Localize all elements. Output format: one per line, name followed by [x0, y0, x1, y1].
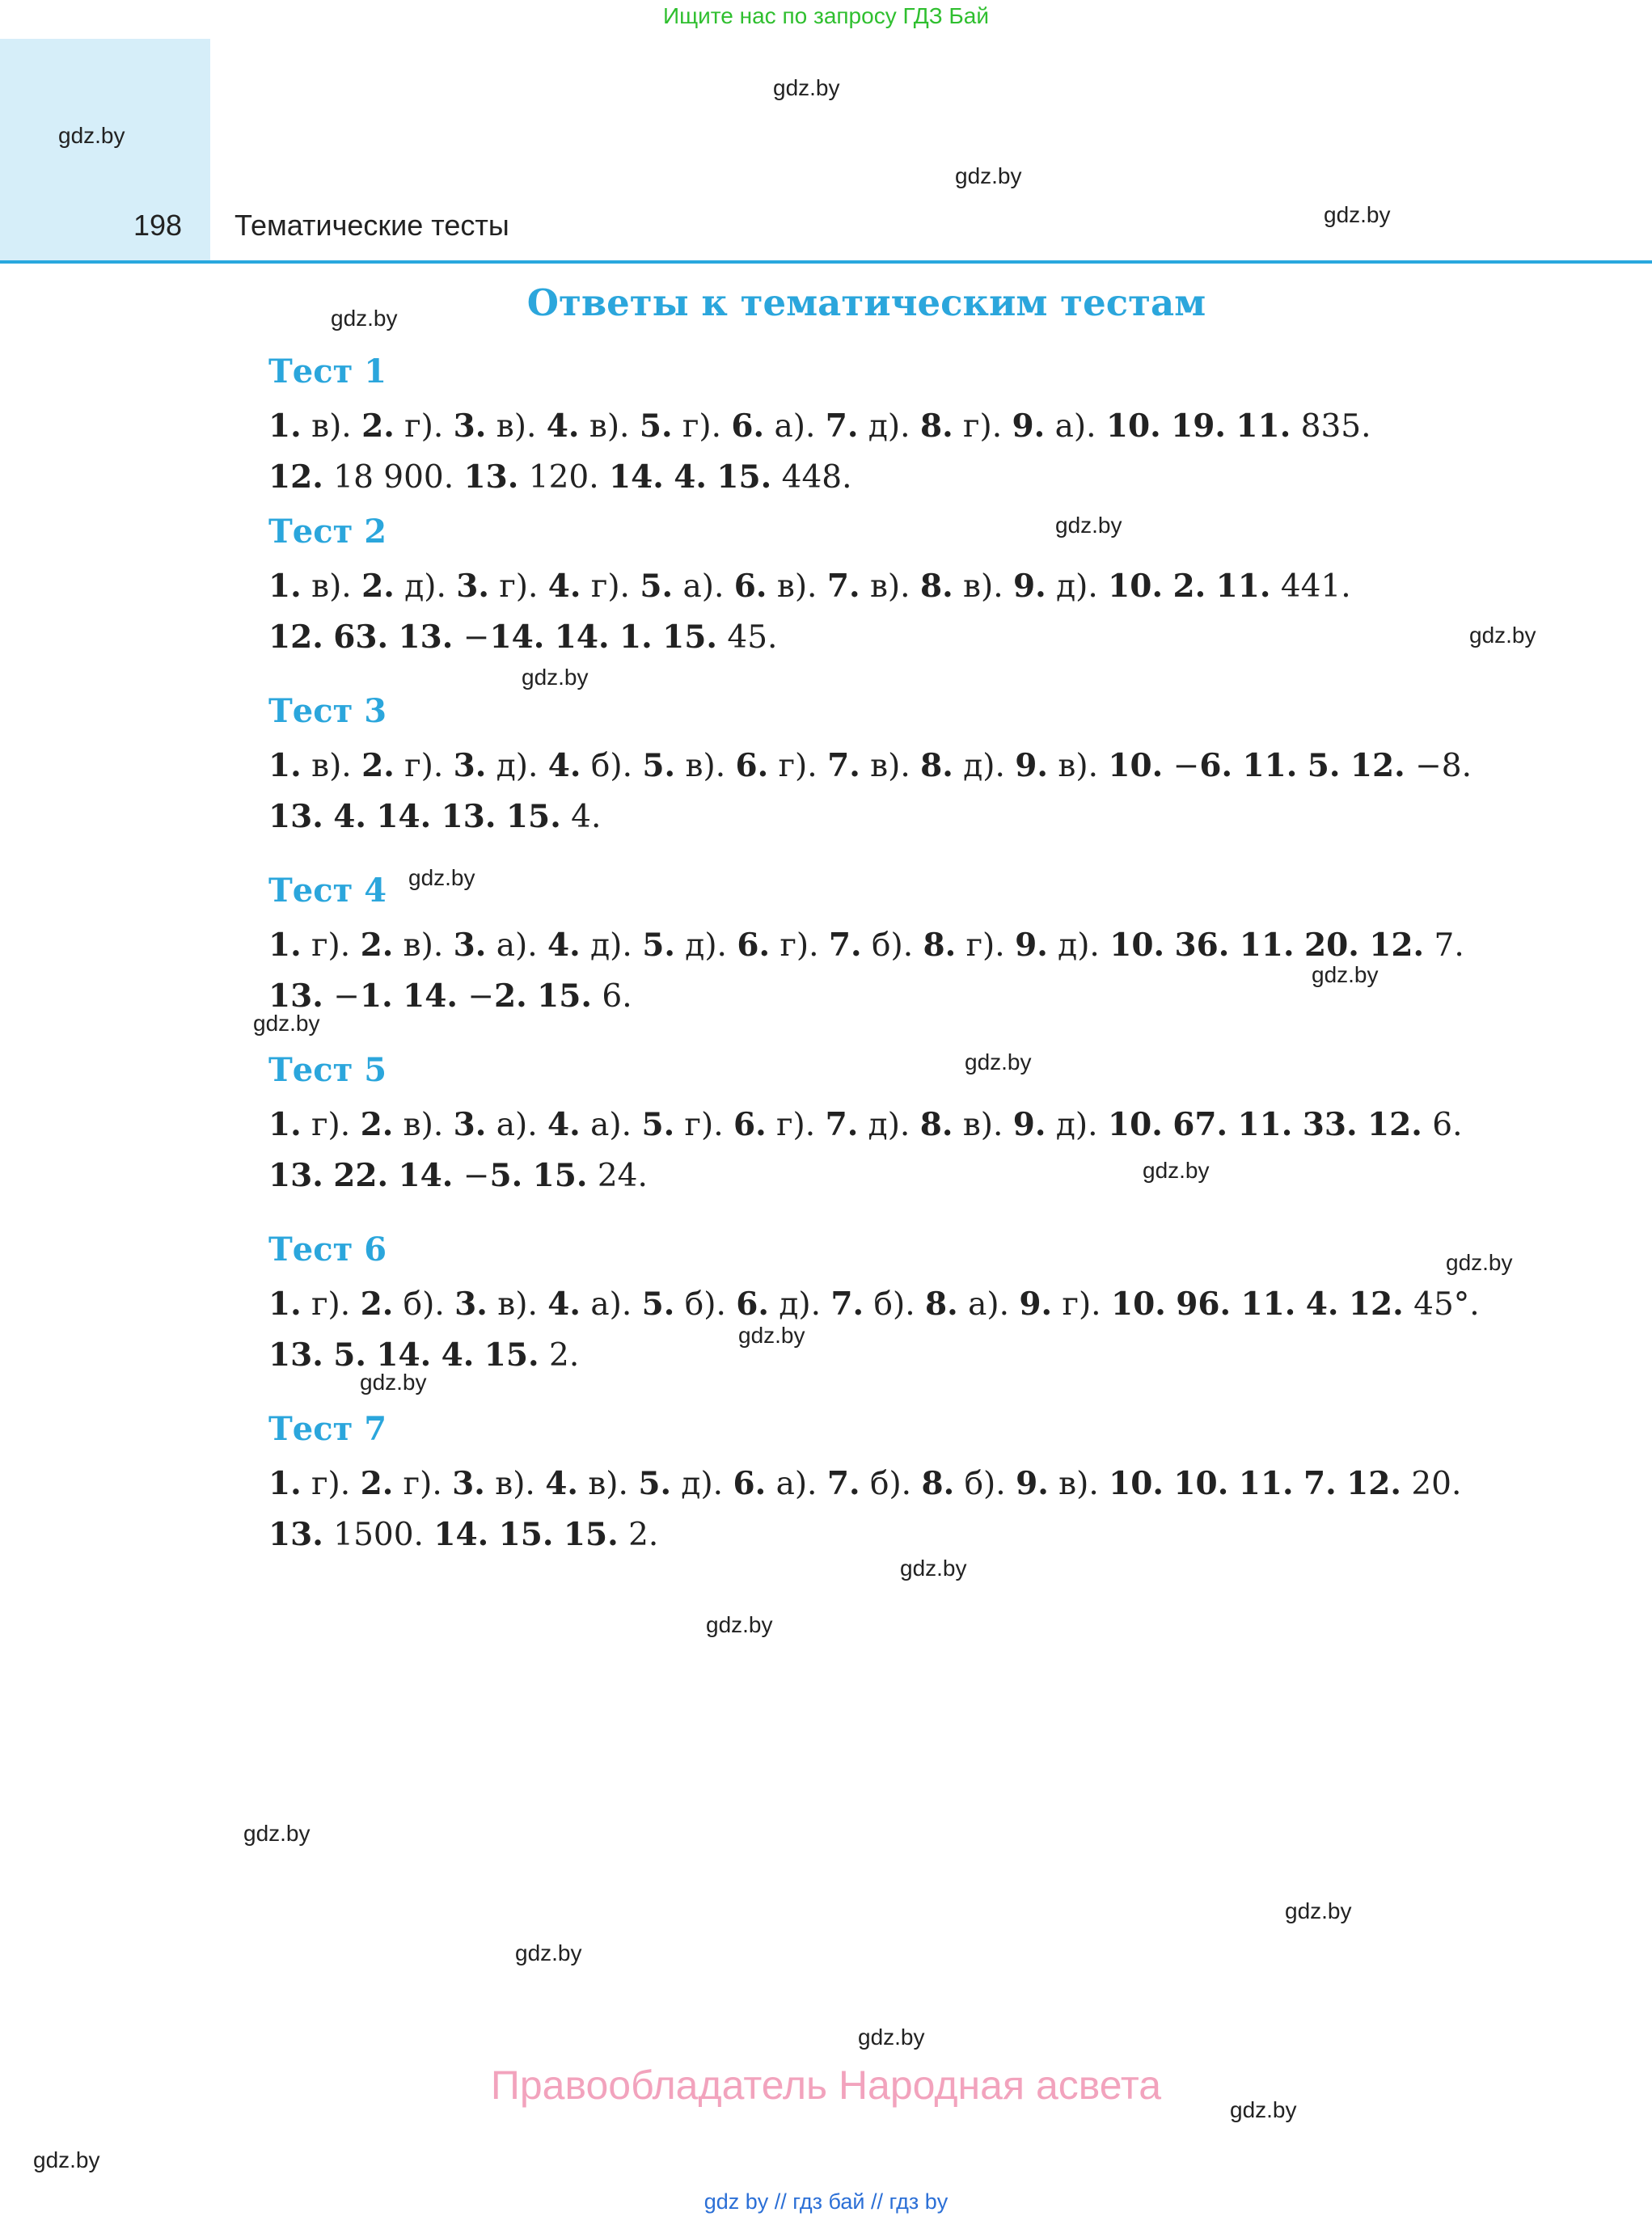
item-number: 5.	[333, 1336, 366, 1374]
item-number: 63.	[333, 619, 389, 656]
item-number: 4.	[1305, 1286, 1339, 1323]
answer-line: 12. 63. 13. −14. 14. 1. 15. 45.	[268, 619, 778, 656]
item-number: 14.	[433, 1516, 489, 1553]
item-number: 13.	[268, 977, 323, 1015]
test-answers	[268, 1100, 1546, 1201]
item-number: 15.	[484, 1336, 539, 1374]
watermark: gdz.by	[33, 2147, 100, 2172]
item-number: 4.	[546, 407, 580, 445]
copyright-notice: Правообладатель Народная асвета	[490, 2062, 1162, 2108]
item-number: 1.	[619, 619, 653, 656]
item-number: 11.	[1237, 1106, 1293, 1143]
test-title: Тест 3	[268, 692, 387, 730]
item-number: 3.	[453, 1106, 487, 1143]
item-number: 6.	[1199, 747, 1233, 784]
answer-line: 1. г). 2. б). 3. в). 4. а). 5. б). 6. д). 7. б). 8. а). 9. г). 10. 96. 11. 4. 12. 45°.	[268, 1286, 1480, 1323]
item-number: 13.	[268, 798, 323, 835]
page-number: 198	[133, 209, 183, 242]
item-number: 12.	[268, 619, 323, 656]
watermark: gdz.by	[955, 163, 1022, 188]
item-number: 4.	[333, 798, 366, 835]
item-number: 1.	[268, 927, 302, 964]
answer-line: 13. 1500. 14. 15. 15. 2.	[268, 1516, 659, 1553]
item-number: 1.	[268, 1286, 302, 1323]
watermark: gdz.by	[773, 75, 840, 100]
test-title: Тест 1	[268, 353, 387, 391]
item-number: 9.	[1013, 568, 1046, 605]
item-number: 4.	[547, 927, 581, 964]
item-number: 3.	[454, 1286, 488, 1323]
item-number: 7.	[830, 1286, 864, 1323]
test-block-5	[268, 1048, 1546, 1201]
item-number: 5.	[642, 747, 676, 784]
item-number: 13.	[463, 458, 519, 496]
watermark: gdz.by	[522, 665, 589, 690]
item-number: 11.	[1215, 568, 1271, 605]
item-number: 8.	[923, 927, 957, 964]
item-number: 11.	[1236, 407, 1291, 445]
item-number: 14.	[398, 1157, 454, 1194]
item-number: 11.	[1242, 747, 1298, 784]
item-number: 3.	[452, 1465, 485, 1502]
item-number: 8.	[919, 1106, 953, 1143]
item-number: 5.	[640, 568, 674, 605]
test-title: Тест 6	[268, 1231, 387, 1269]
item-number: 3.	[456, 568, 489, 605]
item-number: 9.	[1012, 407, 1046, 445]
item-number: 6.	[733, 1106, 767, 1143]
answer-line: 1. г). 2. г). 3. в). 4. в). 5. д). 6. а). 7. б). 8. б). 9. в). 10. 10. 11. 7. 12. 20.	[268, 1465, 1462, 1502]
answer-line: 13. 5. 14. 4. 15. 2.	[268, 1336, 580, 1374]
answer-line: 1. в). 2. г). 3. в). 4. в). 5. г). 6. а). 7. д). 8. г). 9. а). 10. 19. 11. 835.	[268, 407, 1371, 445]
item-number: 15.	[563, 1516, 619, 1553]
item-number: 13.	[441, 798, 496, 835]
watermark: gdz.by	[738, 1323, 805, 1348]
item-number: 6.	[736, 1286, 769, 1323]
item-number: 15.	[716, 458, 772, 496]
item-number: 19.	[1171, 407, 1227, 445]
item-number: 3.	[453, 407, 487, 445]
watermark: gdz.by	[1230, 2097, 1297, 2122]
watermark: gdz.by	[1312, 962, 1379, 987]
test-block-7	[268, 1407, 1546, 1560]
item-number: 1.	[359, 977, 393, 1015]
item-number: 12.	[268, 458, 323, 496]
item-number: 5.	[638, 1465, 672, 1502]
item-number: 7.	[826, 568, 860, 605]
item-number: 13.	[268, 1516, 323, 1553]
watermark: gdz.by	[1055, 513, 1122, 538]
watermark: gdz.by	[900, 1556, 967, 1581]
test-answers	[268, 401, 1546, 503]
item-number: 10.	[1173, 1465, 1229, 1502]
item-number: 5.	[641, 1106, 675, 1143]
item-number: 20.	[1304, 927, 1359, 964]
item-number: 8.	[919, 407, 953, 445]
item-number: 7.	[827, 747, 860, 784]
item-number: 12.	[1350, 747, 1405, 784]
item-number: 14.	[376, 798, 432, 835]
item-number: 1.	[268, 568, 302, 605]
item-number: 1.	[268, 1106, 302, 1143]
item-number: 14.	[403, 977, 458, 1015]
test-block-1	[268, 349, 1546, 503]
test-block-2	[268, 509, 1546, 663]
item-number: 7.	[1303, 1465, 1337, 1502]
item-number: 7.	[825, 1106, 859, 1143]
item-number: 4.	[441, 1336, 475, 1374]
item-number: 9.	[1016, 1465, 1049, 1502]
header-rule	[0, 260, 1652, 264]
item-number: 14.	[609, 458, 664, 496]
item-number: 7.	[828, 927, 862, 964]
item-number: 13.	[398, 619, 454, 656]
item-number: 22.	[333, 1157, 389, 1194]
item-number: 10.	[1105, 407, 1161, 445]
item-number: 11.	[1238, 1465, 1294, 1502]
item-number: 6.	[737, 927, 771, 964]
test-title: Тест 4	[268, 872, 387, 910]
test-title: Тест 2	[268, 513, 387, 551]
answer-line: 1. в). 2. г). 3. д). 4. б). 5. в). 6. г). 7. в). 8. д). 9. в). 10. −6. 11. 5. 12. −8.	[268, 747, 1472, 784]
item-number: 36.	[1174, 927, 1230, 964]
item-number: 2.	[361, 407, 395, 445]
item-number: 4.	[547, 1286, 581, 1323]
item-number: 10.	[1108, 568, 1164, 605]
watermark: gdz.by	[515, 1940, 582, 1965]
item-number: 8.	[925, 1286, 958, 1323]
item-number: 15.	[505, 798, 561, 835]
item-number: 7.	[826, 1465, 860, 1502]
item-number: 10.	[1109, 927, 1165, 964]
item-number: 15.	[532, 1157, 588, 1194]
answer-line: 1. в). 2. д). 3. г). 4. г). 5. а). 6. в). 7. в). 8. в). 9. д). 10. 2. 11. 441.	[268, 568, 1351, 605]
item-number: 8.	[919, 568, 953, 605]
test-block-6	[268, 1227, 1546, 1381]
watermark: gdz.by	[408, 865, 475, 890]
item-number: 10.	[1107, 1106, 1163, 1143]
item-number: 14.	[489, 619, 545, 656]
watermark: gdz.by	[360, 1370, 427, 1395]
item-number: 2.	[361, 747, 395, 784]
test-answers	[268, 1279, 1546, 1381]
top-search-banner[interactable]: Ищите нас по запросу ГДЗ Бай	[662, 3, 990, 28]
answer-line: 13. 4. 14. 13. 15. 4.	[268, 798, 602, 835]
test-title: Тест 7	[268, 1410, 387, 1448]
watermark: gdz.by	[331, 306, 398, 331]
test-block-4	[268, 868, 1546, 1022]
answers-heading: Ответы к тематическим тестам	[526, 281, 1206, 324]
answer-line: 1. г). 2. в). 3. а). 4. а). 5. г). 6. г). 7. д). 8. в). 9. д). 10. 67. 11. 33. 12. 6.	[268, 1106, 1463, 1143]
item-number: 1.	[268, 1465, 302, 1502]
item-number: 9.	[1012, 1106, 1046, 1143]
item-number: 9.	[1019, 1286, 1053, 1323]
item-number: 33.	[1302, 1106, 1358, 1143]
item-number: 14.	[554, 619, 610, 656]
item-number: 1.	[268, 747, 302, 784]
watermark: gdz.by	[1469, 623, 1536, 648]
test-answers	[268, 741, 1546, 842]
test-answers	[268, 920, 1546, 1022]
watermark: gdz.by	[1143, 1158, 1210, 1183]
item-number: 8.	[920, 747, 953, 784]
item-number: 12.	[1348, 1286, 1404, 1323]
item-number: 11.	[1240, 1286, 1296, 1323]
test-title: Тест 5	[268, 1051, 387, 1089]
item-number: 3.	[453, 747, 487, 784]
item-number: 7.	[825, 407, 859, 445]
test-answers	[268, 1459, 1546, 1560]
watermark: gdz.by	[965, 1049, 1032, 1075]
item-number: 2.	[360, 1286, 394, 1323]
item-number: 6.	[733, 568, 767, 605]
item-number: 5.	[639, 407, 673, 445]
watermark: gdz.by	[243, 1821, 311, 1846]
item-number: 12.	[1367, 1106, 1422, 1143]
item-number: 10.	[1108, 747, 1164, 784]
item-number: 96.	[1176, 1286, 1232, 1323]
answer-line: 12. 18 900. 13. 120. 14. 4. 15. 448.	[268, 458, 852, 496]
item-number: 11.	[1239, 927, 1295, 964]
item-number: 67.	[1172, 1106, 1228, 1143]
item-number: 8.	[921, 1465, 955, 1502]
test-block-3	[268, 689, 1546, 842]
item-number: 13.	[268, 1336, 323, 1374]
answer-line: 1. г). 2. в). 3. а). 4. д). 5. д). 6. г). 7. б). 8. г). 9. д). 10. 36. 11. 20. 12. 7.	[268, 927, 1464, 964]
item-number: 2.	[360, 1106, 394, 1143]
item-number: 5.	[489, 1157, 523, 1194]
item-number: 2.	[1172, 568, 1206, 605]
item-number: 2.	[494, 977, 527, 1015]
item-number: 2.	[360, 927, 394, 964]
section-title: Тематические тесты	[234, 209, 509, 242]
answer-line: 13. −1. 14. −2. 15. 6.	[268, 977, 632, 1015]
item-number: 4.	[547, 1106, 581, 1143]
watermark: gdz.by	[1446, 1250, 1513, 1275]
item-number: 10.	[1110, 1286, 1166, 1323]
watermark: gdz.by	[858, 2024, 925, 2050]
item-number: 4.	[547, 747, 581, 784]
item-number: 9.	[1015, 747, 1049, 784]
item-number: 4.	[547, 568, 581, 605]
item-number: 4.	[545, 1465, 578, 1502]
watermark: gdz.by	[1285, 1898, 1352, 1923]
answer-line: 13. 22. 14. −5. 15. 24.	[268, 1157, 648, 1194]
watermark: gdz.by	[706, 1612, 773, 1637]
item-number: 6.	[731, 407, 765, 445]
item-number: 12.	[1346, 1465, 1401, 1502]
item-number: 3.	[453, 927, 487, 964]
item-number: 14.	[376, 1336, 432, 1374]
item-number: 6.	[735, 747, 769, 784]
item-number: 5.	[1307, 747, 1341, 784]
item-number: 15.	[498, 1516, 554, 1553]
footer-links[interactable]: gdz by // гдз бай // гдз by	[703, 2189, 949, 2214]
item-number: 2.	[360, 1465, 394, 1502]
item-number: 15.	[537, 977, 592, 1015]
item-number: 9.	[1015, 927, 1048, 964]
item-number: 4.	[674, 458, 707, 496]
watermark: gdz.by	[1324, 202, 1391, 227]
item-number: 2.	[361, 568, 395, 605]
item-number: 1.	[268, 407, 302, 445]
watermark: gdz.by	[58, 123, 125, 148]
item-number: 6.	[733, 1465, 767, 1502]
watermark: gdz.by	[253, 1011, 320, 1036]
item-number: 5.	[642, 927, 675, 964]
item-number: 15.	[662, 619, 717, 656]
item-number: 10.	[1109, 1465, 1164, 1502]
item-number: 5.	[641, 1286, 675, 1323]
item-number: 13.	[268, 1157, 323, 1194]
item-number: 12.	[1369, 927, 1425, 964]
test-answers	[268, 561, 1546, 663]
